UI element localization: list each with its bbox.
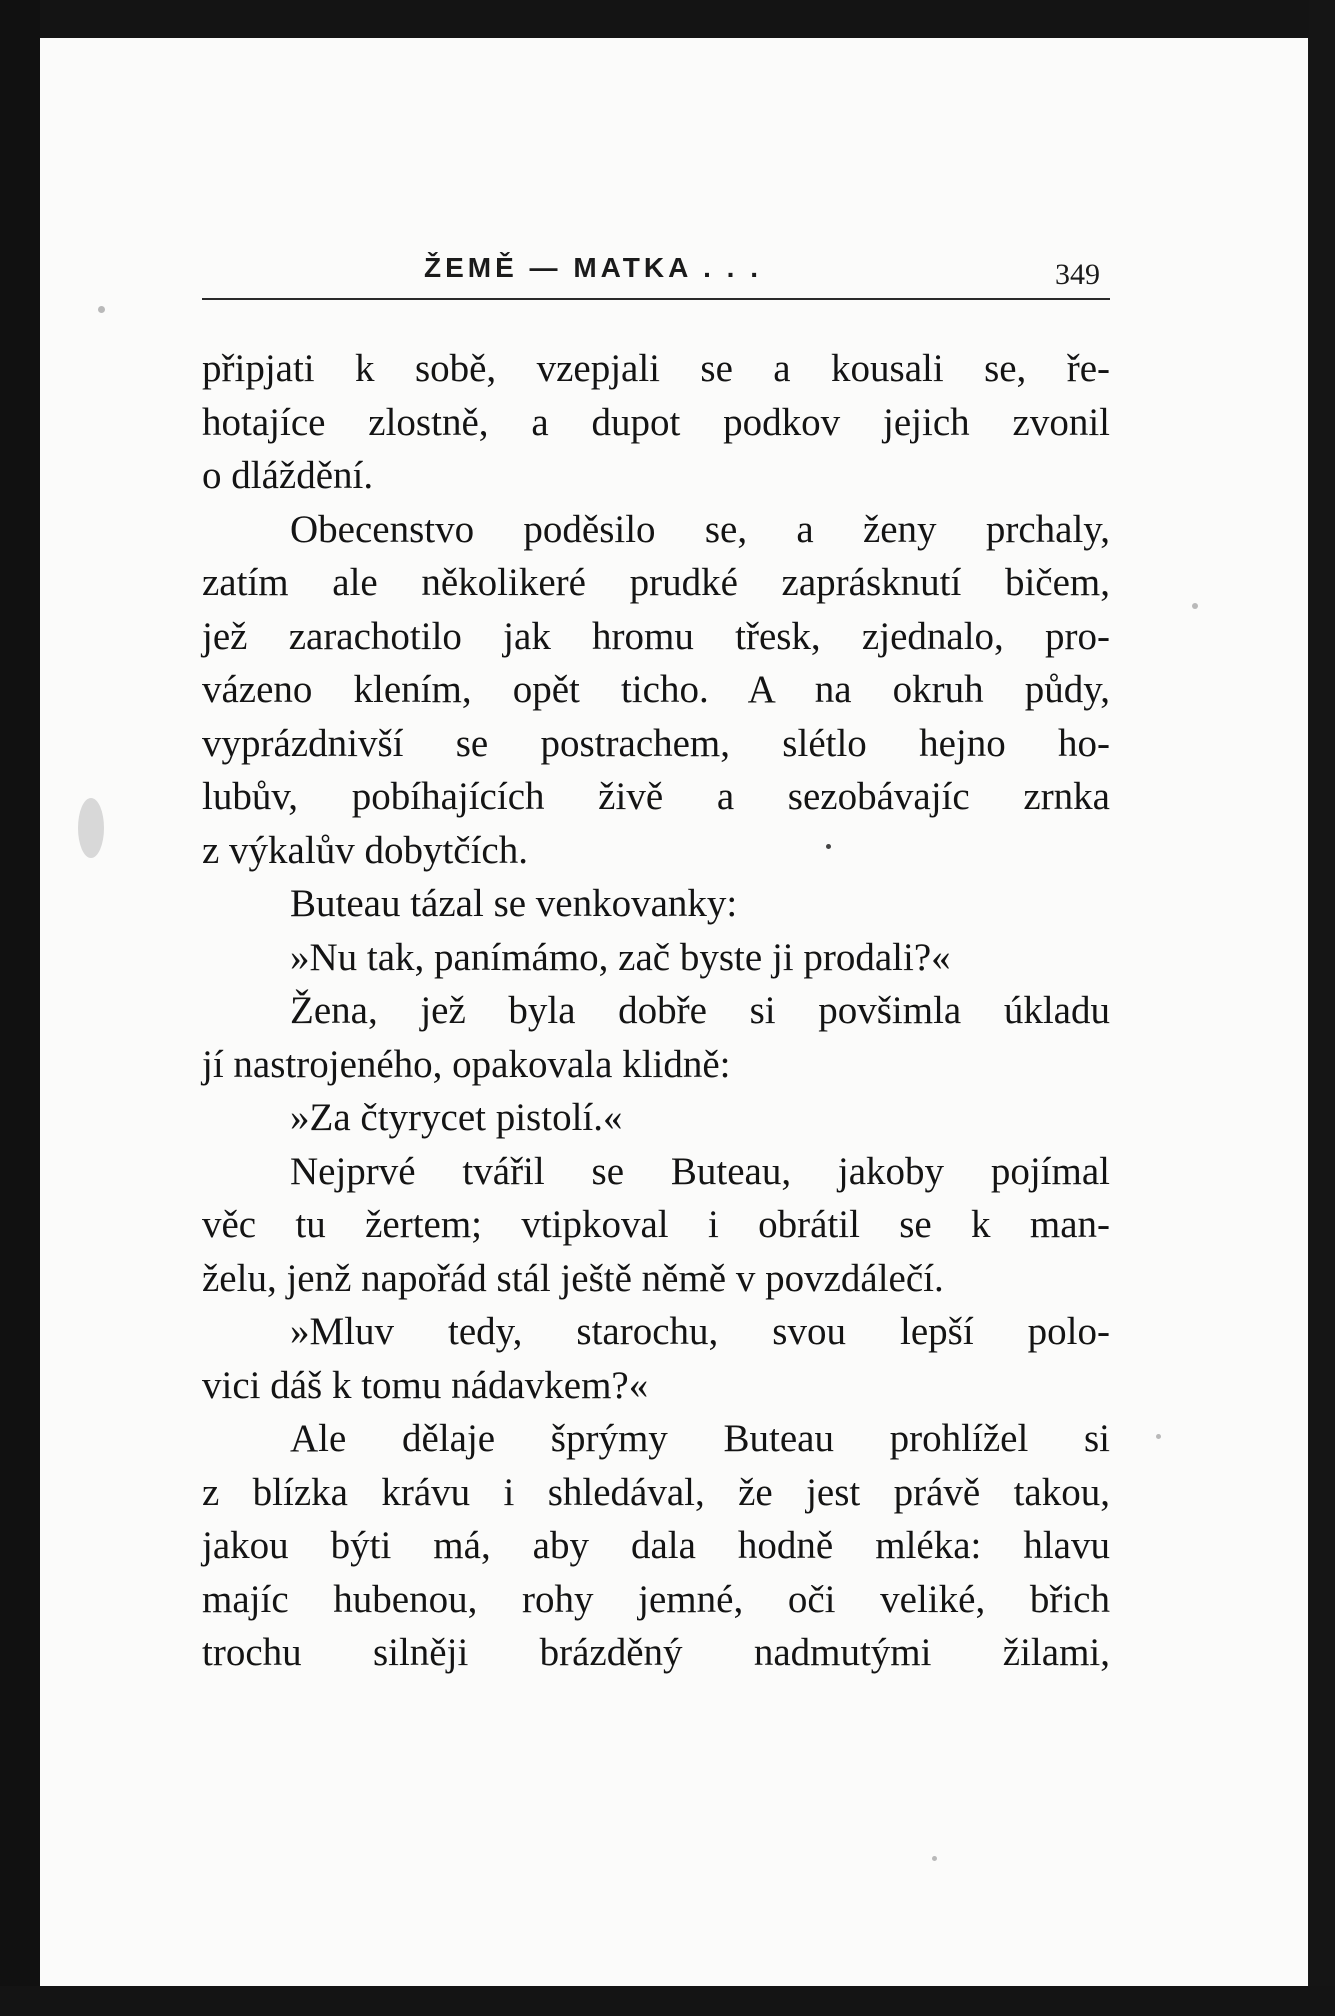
paper-speck bbox=[1192, 603, 1198, 609]
text-line: Buteau tázal se venkovanky: bbox=[290, 882, 738, 925]
text-line: želu, jenž napořád stál ještě němě v povzdálečí. bbox=[202, 1256, 944, 1300]
text-line: vyprázdnivší se postrachem, slétlo hejno ho- bbox=[202, 721, 1110, 765]
text-line: majíc hubenou, rohy jemné, oči veliké, břich bbox=[202, 1577, 1110, 1621]
text-line: jež zarachotilo jak hromu třesk, zjednalo, pro- bbox=[202, 614, 1110, 658]
scan-border-right bbox=[1309, 0, 1335, 2016]
page-content bbox=[202, 244, 1110, 1680]
paper-speck bbox=[1156, 1434, 1161, 1439]
book-page bbox=[40, 38, 1308, 1986]
text-line: vici dáš k tomu nádavkem?« bbox=[202, 1363, 649, 1407]
text-line: jí nastrojeného, opakovala klidně: bbox=[202, 1042, 731, 1086]
text-line: jakou býti má, aby dala hodně mléka: hlavu bbox=[202, 1524, 1110, 1567]
scan-border-top bbox=[0, 0, 1335, 40]
text-line: věc tu žertem; vtipkoval i obrátil se k man- bbox=[202, 1203, 1110, 1246]
text-line: Ale dělaje šprýmy Buteau prohlížel si bbox=[290, 1417, 1110, 1460]
text-line: Obecenstvo poděsilo se, a ženy prchaly, bbox=[290, 507, 1110, 551]
text-line: Nejprvé tvářil se Buteau, jakoby pojímal bbox=[290, 1149, 1110, 1193]
text-line: »Mluv tedy, starochu, svou lepší polo- bbox=[290, 1310, 1110, 1353]
running-head bbox=[202, 244, 1110, 300]
paper-speck bbox=[78, 798, 104, 858]
running-title: ŽEMĚ — MATKA . . . bbox=[424, 252, 762, 283]
text-line: hotajíce zlostně, a dupot podkov jejich zvonil bbox=[202, 400, 1110, 444]
text-line: o dláždění. bbox=[202, 454, 374, 497]
text-line: připjati k sobě, vzepjali se a kousali se, ře- bbox=[202, 347, 1110, 390]
text-line: »Nu tak, panímámo, zač byste ji prodali?« bbox=[290, 935, 951, 979]
paper-speck bbox=[932, 1856, 937, 1861]
text-line: z výkalův dobytčích. bbox=[202, 828, 528, 872]
text-line: lubův, pobíhajících živě a sezobávajíc zrnka bbox=[202, 775, 1110, 818]
text-line: Žena, jež byla dobře si povšimla úkladu bbox=[290, 989, 1110, 1032]
text-body bbox=[202, 342, 1110, 1680]
text-line: vázeno klením, opět ticho. A na okruh půdy, bbox=[202, 668, 1110, 711]
page-number: 349 bbox=[1055, 258, 1100, 291]
text-line: zatím ale několikeré prudké zaprásknutí bičem, bbox=[202, 561, 1110, 604]
scan-border-left bbox=[0, 0, 40, 2016]
text-line: trochu silněji brázděný nadmutými žilami, bbox=[202, 1631, 1110, 1674]
paper-speck bbox=[98, 306, 105, 313]
text-line: z blízka krávu i shledával, že jest právě takou, bbox=[202, 1470, 1110, 1514]
scan-border-bottom bbox=[0, 1986, 1335, 2016]
text-line: »Za čtyrycet pistolí.« bbox=[290, 1096, 623, 1139]
